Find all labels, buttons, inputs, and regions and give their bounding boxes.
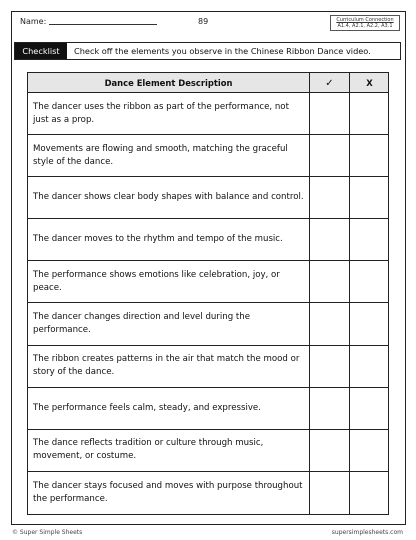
name-field bbox=[20, 17, 157, 26]
x-cell[interactable] bbox=[349, 261, 389, 302]
x-cell[interactable] bbox=[349, 219, 389, 260]
table-rows bbox=[28, 93, 388, 514]
row-description: The dance reflects tradition or culture through music, movement, or costume. bbox=[33, 438, 264, 462]
table-row bbox=[28, 177, 388, 219]
row-description: The performance feels calm, steady, and expressive. bbox=[33, 402, 261, 413]
table-row bbox=[28, 346, 388, 388]
table-header bbox=[28, 73, 388, 93]
table-row bbox=[28, 93, 388, 135]
row-description: The dancer stays focused and moves with purpose throughout the performance. bbox=[33, 480, 303, 504]
table-row bbox=[28, 135, 388, 177]
check-cell[interactable] bbox=[309, 261, 349, 302]
table-row bbox=[28, 261, 388, 303]
row-description: The dancer changes direction and level during the performance. bbox=[33, 312, 251, 336]
table-row bbox=[28, 388, 388, 430]
x-cell[interactable] bbox=[349, 388, 389, 429]
curriculum-connection-box bbox=[330, 15, 400, 31]
x-cell[interactable] bbox=[349, 135, 389, 176]
check-cell[interactable] bbox=[309, 430, 349, 471]
check-cell[interactable] bbox=[309, 135, 349, 176]
check-cell[interactable] bbox=[309, 219, 349, 260]
footer-website: supersimplesheets.com bbox=[331, 529, 403, 536]
header-check: ✓ bbox=[309, 73, 349, 93]
name-line[interactable] bbox=[49, 24, 157, 25]
x-cell[interactable] bbox=[349, 472, 389, 514]
table-row bbox=[28, 303, 388, 345]
check-cell[interactable] bbox=[309, 93, 349, 134]
x-cell[interactable] bbox=[349, 346, 389, 387]
page-number: 89 bbox=[198, 17, 209, 26]
check-cell[interactable] bbox=[309, 472, 349, 514]
check-cell[interactable] bbox=[309, 346, 349, 387]
row-description: The performance shows emotions like celebration, joy, or peace. bbox=[33, 269, 280, 293]
dance-checklist-table bbox=[27, 72, 389, 515]
checklist-instructions: Check off the elements you observe in the Chinese Ribbon Dance video. bbox=[74, 46, 371, 56]
row-description: The dancer uses the ribbon as part of the performance, not just as a prop. bbox=[33, 101, 289, 125]
header-x: X bbox=[349, 73, 389, 93]
x-cell[interactable] bbox=[349, 93, 389, 134]
name-label: Name: bbox=[20, 17, 47, 26]
curriculum-title: Curriculum Connection bbox=[336, 17, 394, 23]
x-cell[interactable] bbox=[349, 303, 389, 344]
check-cell[interactable] bbox=[309, 303, 349, 344]
check-cell[interactable] bbox=[309, 388, 349, 429]
row-description: The dancer moves to the rhythm and tempo of the music. bbox=[33, 234, 283, 245]
checklist-tab: Checklist bbox=[15, 43, 67, 59]
check-cell[interactable] bbox=[309, 177, 349, 218]
header-description: Dance Element Description bbox=[104, 78, 233, 88]
table-row bbox=[28, 219, 388, 261]
table-row bbox=[28, 430, 388, 472]
curriculum-codes: A1.4, A2.1, A2.2, A3.1 bbox=[337, 23, 393, 30]
table-row bbox=[28, 472, 388, 514]
checklist-bar bbox=[14, 42, 401, 60]
x-cell[interactable] bbox=[349, 177, 389, 218]
footer-copyright: © Super Simple Sheets bbox=[12, 529, 83, 536]
row-description: Movements are flowing and smooth, matching the graceful style of the dance. bbox=[33, 143, 288, 167]
row-description: The dancer shows clear body shapes with balance and control. bbox=[33, 192, 304, 203]
x-cell[interactable] bbox=[349, 430, 389, 471]
row-description: The ribbon creates patterns in the air that match the mood or story of the dance. bbox=[33, 354, 300, 378]
